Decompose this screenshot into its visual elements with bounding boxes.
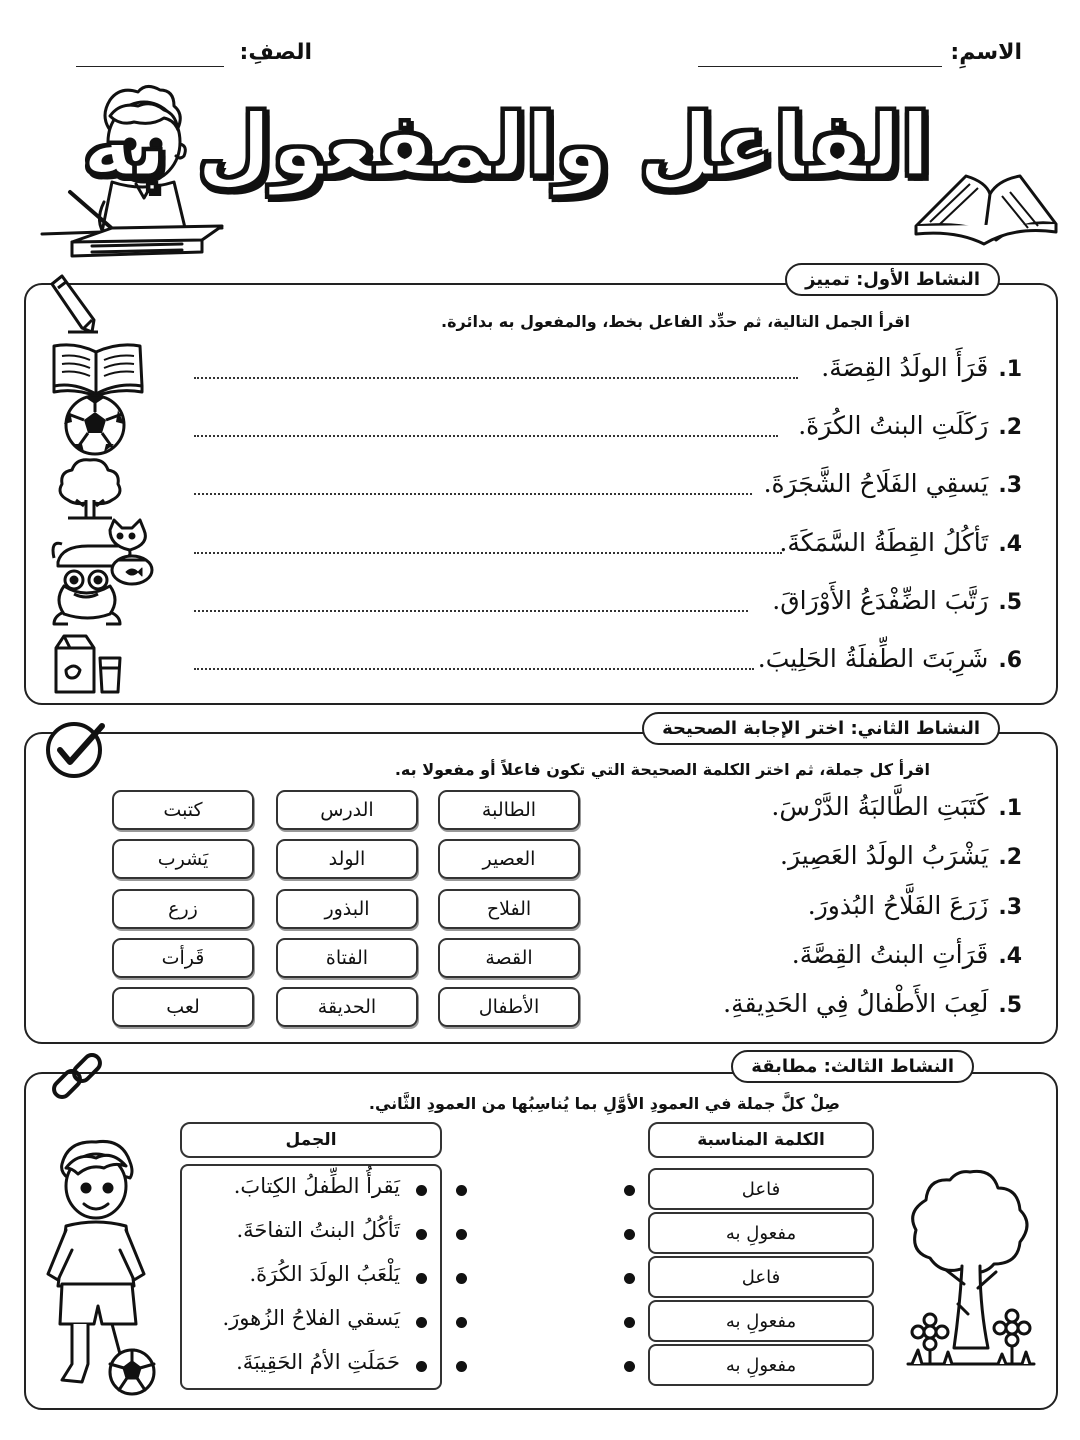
sentence-bullet-dot xyxy=(416,1185,427,1196)
matching-word-box[interactable]: مفعولِ به xyxy=(648,1212,874,1254)
word-connect-dot[interactable] xyxy=(624,1185,635,1196)
class-field[interactable] xyxy=(76,66,224,67)
sentence-text: يَسقِي الفَلَاحُ الشَّجَرَةَ. xyxy=(763,469,989,498)
answer-dotted-line[interactable] xyxy=(194,377,798,379)
activity3-tab: النشاط الثالث: مطابقة xyxy=(731,1050,974,1083)
matching-word-box[interactable]: فاعل xyxy=(648,1256,874,1298)
answer-dotted-line[interactable] xyxy=(194,493,752,495)
sentence-number: 5. xyxy=(998,590,1022,615)
tree-flowers-icon xyxy=(904,1164,1038,1374)
name-field[interactable] xyxy=(698,66,942,67)
word-connect-dot[interactable] xyxy=(624,1273,635,1284)
answer-dotted-line[interactable] xyxy=(194,552,782,554)
sentence-text: تَأكُلُ القِطَةُ السَّمَكَةَ. xyxy=(779,528,989,557)
sentence-number: 3. xyxy=(998,895,1022,920)
activity2-sentence xyxy=(780,841,1022,870)
activity1-tab: النشاط الأول: تمييز xyxy=(785,263,1000,296)
frog-icon xyxy=(50,568,126,628)
activity2-sentence xyxy=(723,989,1022,1018)
activity2-sentence xyxy=(808,891,1022,920)
sentence-text: كَتَبَتِ الطَّالبَةُ الدَّرْسَ. xyxy=(771,792,989,821)
sentence-connect-dot[interactable] xyxy=(456,1185,467,1196)
sentence-number: 1. xyxy=(998,357,1022,382)
tree-icon xyxy=(56,456,124,522)
matching-sentence: يَسقي الفلاحُ الزُهورَ. xyxy=(222,1306,400,1330)
sentence-bullet-dot xyxy=(416,1361,427,1372)
word-connect-dot[interactable] xyxy=(624,1229,635,1240)
words-column-header: الكلمة المناسبة xyxy=(648,1122,874,1158)
activity1-sentence xyxy=(764,469,1022,498)
sentence-connect-dot[interactable] xyxy=(456,1273,467,1284)
matching-word-box[interactable]: مفعولِ به xyxy=(648,1344,874,1386)
sentence-number: 2. xyxy=(998,415,1022,440)
activity1-instruction: اقرأ الجمل التالية، ثم حدِّد الفاعل بخط، والمفعول به بدائرة. xyxy=(441,312,910,331)
sentence-text: قَرَأَ الولَدُ القِصَةَ. xyxy=(821,353,989,382)
sentence-bullet-dot xyxy=(416,1229,427,1240)
matching-sentence: يَلْعَبُ الولَدَ الكُرَةَ. xyxy=(249,1262,400,1286)
boy-soccer-icon xyxy=(36,1134,160,1398)
activity1-sentence xyxy=(772,586,1022,615)
answer-option-button[interactable]: قَرأت xyxy=(112,938,254,978)
answer-option-button[interactable]: الفتاة xyxy=(276,938,418,978)
answer-option-button[interactable]: يَشرب xyxy=(112,839,254,879)
word-connect-dot[interactable] xyxy=(624,1361,635,1372)
matching-sentence: تَأكُلُ البنتُ التفاحَةَ. xyxy=(236,1218,400,1242)
sentence-number: 3. xyxy=(998,473,1022,498)
matching-word-box[interactable]: فاعل xyxy=(648,1168,874,1210)
sentence-connect-dot[interactable] xyxy=(456,1317,467,1328)
answer-option-button[interactable]: الحديقة xyxy=(276,987,418,1027)
page-title: الفاعل والمفعول به xyxy=(82,96,930,196)
chain-link-icon xyxy=(48,1052,106,1110)
checkmark-circle-icon xyxy=(44,720,106,778)
sentence-number: 2. xyxy=(998,845,1022,870)
answer-option-button[interactable]: الفلاح xyxy=(438,889,580,929)
matching-sentence: يَقرأُ الطِّفلُ الكِتابَ. xyxy=(233,1174,400,1198)
answer-option-button[interactable]: الأطفال xyxy=(438,987,580,1027)
sentence-number: 1. xyxy=(998,796,1022,821)
sentence-number: 4. xyxy=(998,532,1022,557)
activity1-sentence xyxy=(779,528,1022,557)
activity3-instruction: صِلْ كلَّ جملة في العمودِ الأوَّلِ بما يُناسِبُها من العمودِ الثَّاني. xyxy=(368,1094,840,1113)
sentence-bullet-dot xyxy=(416,1273,427,1284)
answer-option-button[interactable]: القصة xyxy=(438,938,580,978)
sentence-text: يَشْرَبُ الولَدُ العَصِيرَ. xyxy=(780,841,989,870)
sentence-text: رَتَّبَ الضِّفْدَعُ الأَوْرَاقَ. xyxy=(772,586,989,615)
answer-option-button[interactable]: لعب xyxy=(112,987,254,1027)
pencil-icon xyxy=(44,272,100,334)
activity2-tab: النشاط الثاني: اختر الإجابة الصحيحة xyxy=(642,712,1000,745)
sentence-connect-dot[interactable] xyxy=(456,1361,467,1372)
sentence-number: 5. xyxy=(998,993,1022,1018)
book-icon xyxy=(50,340,146,396)
sentence-bullet-dot xyxy=(416,1317,427,1328)
name-label: الاسمِ: xyxy=(950,40,1022,65)
answer-option-button[interactable]: العصير xyxy=(438,839,580,879)
activity2-sentence xyxy=(792,940,1022,969)
open-book-icon xyxy=(910,168,1060,248)
activity1-sentence xyxy=(758,644,1022,673)
sentence-text: قَرَأتِ البنتُ القِصَّةَ. xyxy=(791,940,989,969)
sentence-connect-dot[interactable] xyxy=(456,1229,467,1240)
answer-option-button[interactable]: الولد xyxy=(276,839,418,879)
milk-glass-icon xyxy=(52,632,126,694)
soccer-ball-icon xyxy=(62,394,128,456)
word-connect-dot[interactable] xyxy=(624,1317,635,1328)
activity2-instruction: اقرأ كل جملة، ثم اختر الكلمة الصحيحة التي تكون فاعلاً أو مفعولا به. xyxy=(394,760,930,779)
sentence-text: شَرِبَتَ الطِّفلَةُ الحَلِيبَ. xyxy=(757,644,989,673)
sentence-number: 4. xyxy=(998,944,1022,969)
answer-dotted-line[interactable] xyxy=(194,668,754,670)
answer-option-button[interactable]: الطالبة xyxy=(438,790,580,830)
class-label: الصفِ: xyxy=(239,40,312,65)
sentences-column-header: الجمل xyxy=(180,1122,442,1158)
sentence-text: زَرَعَ الفَلَّاحُ البُذورَ. xyxy=(807,891,989,920)
matching-sentence: حَمَلَتِ الأمُ الحَقِيبَةَ. xyxy=(236,1350,400,1374)
sentence-text: لَعِبَ الأَطْفالُ فِي الحَدِيقةِ. xyxy=(723,989,989,1018)
activity1-sentence xyxy=(798,411,1022,440)
answer-option-button[interactable]: كتبت xyxy=(112,790,254,830)
activity2-sentence xyxy=(771,792,1022,821)
answer-option-button[interactable]: البذور xyxy=(276,889,418,929)
answer-option-button[interactable]: الدرس xyxy=(276,790,418,830)
answer-option-button[interactable]: زرع xyxy=(112,889,254,929)
sentence-number: 6. xyxy=(998,648,1022,673)
sentence-text: رَكَلَتِ البنتُ الكُرَةَ. xyxy=(798,411,989,440)
answer-dotted-line[interactable] xyxy=(194,435,778,437)
matching-word-box[interactable]: مفعولِ به xyxy=(648,1300,874,1342)
answer-dotted-line[interactable] xyxy=(194,610,748,612)
activity1-sentence xyxy=(821,353,1022,382)
